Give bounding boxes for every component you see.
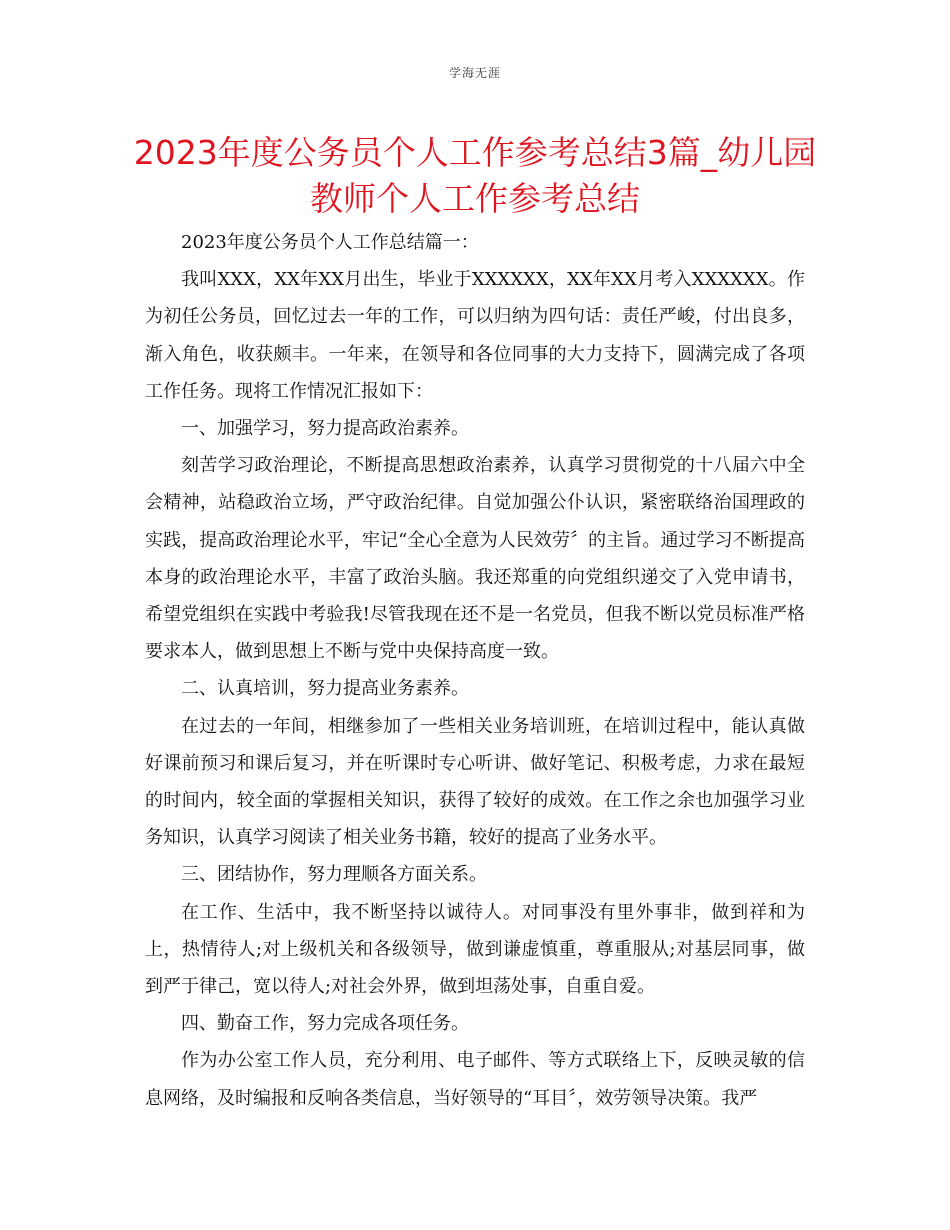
section-heading-study: 一、加强学习，努力提高政治素养。: [181, 418, 469, 440]
page-header: 学海无涯: [448, 66, 501, 80]
document-title: 2023年度公务员个人工作参考总结3篇_幼儿园教师个人工作参考总结: [133, 133, 817, 218]
training-paragraph: 在过去的一年间，相继参加了一些相关业务培训班，在培训过程中，能认真做好课前预习和课后复习，并在听课时专心听讲、做好笔记、积极考虑，力求在最短的时间内，较全面的掌握相关知识，获得了较好的成效。在工作之余也加强学习业务知识，认真学习阅读了相关业务书籍，较好的提高了业务水平。: [145, 715, 805, 849]
section-heading-work: 四、勤奋工作，努力完成各项任务。: [181, 1013, 469, 1035]
section-heading-article-one: 2023年度公务员个人工作总结篇一：: [181, 232, 479, 253]
study-paragraph: 刻苦学习政治理论，不断提高思想政治素养，认真学习贯彻党的十八届六中全会精神，站稳政治立场，严守政治纪律。自觉加强公仆认识，紧密联络治国理政的实践，提高政治理论水平，牢记“全心全意为人民效劳〞的主旨。通过学习不断提高本身的政治理论水平，丰富了政治头脑。我还郑重的向党组织递交了入党申请书，希望党组织在实践中考验我!尽管我现在还不是一名党员，但我不断以党员标准严格要求本人，做到思想上不断与党中央保持高度一致。: [145, 455, 805, 663]
section-heading-teamwork: 三、团结协作，努力理顺各方面关系。: [181, 864, 487, 886]
document-body: [145, 224, 805, 1117]
intro-paragraph: 我叫XXX，XX年XX月出生，毕业于XXXXXX，XX年XX月考入XXXXXX。作为初任公务员，回忆过去一年的工作，可以归纳为四句话：责任严峻，付出良多，渐入角色，收获颇丰。一年来，在领导和各位同事的大力支持下，圆满完成了各项工作任务。现将工作情况汇报如下：: [145, 269, 805, 402]
work-paragraph: 作为办公室工作人员，充分利用、电子邮件、等方式联络上下，反映灵敏的信息网络，及时编报和反响各类信息，当好领导的“耳目〞，效劳领导决策。我严: [145, 1050, 805, 1109]
section-heading-training: 二、认真培训，努力提高业务素养。: [181, 678, 469, 700]
teamwork-paragraph: 在工作、生活中，我不断坚持以诚待人。对同事没有里外事非，做到祥和为上，热情待人;对上级机关和各级领导，做到谦虚慎重，尊重服从;对基层同事，做到严于律己，宽以待人;对社会外界，做到坦荡处事，自重自爱。: [145, 901, 805, 998]
